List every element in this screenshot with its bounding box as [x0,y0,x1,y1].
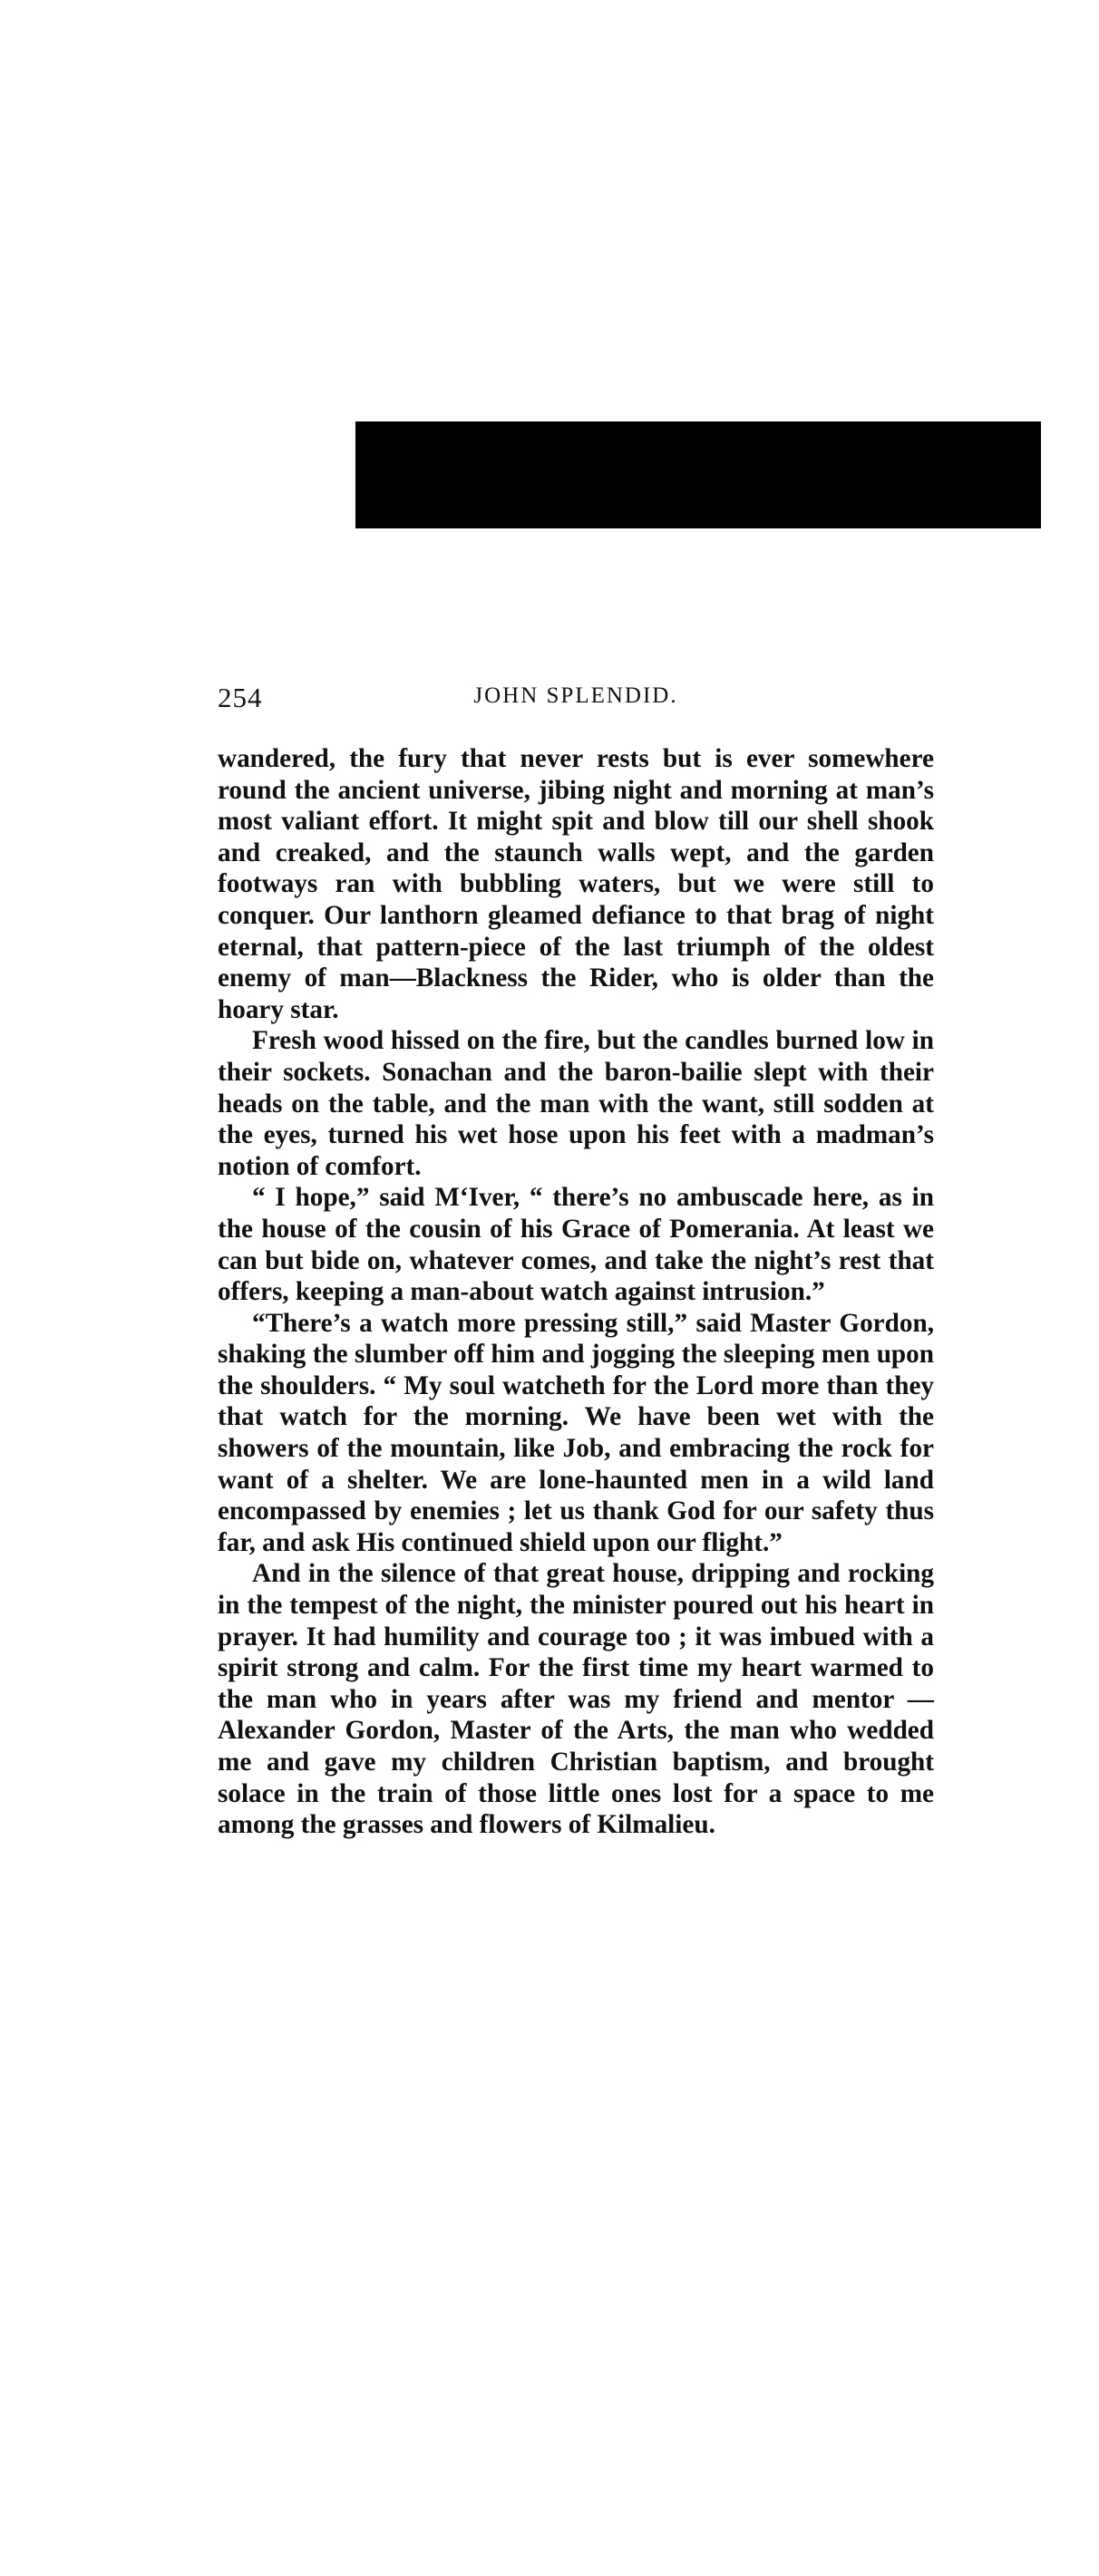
paragraph-1: wandered, the fury that never rests but is ever somewhere round the ancient universe, jibing night and morning at man’s most valiant effort. It might spit and blow till our shell shook and creaked, and the staunch walls wept, and the garden footways ran with bubbling waters, but we were still to conquer. Our lanthorn gleamed defiance to that brag of night eternal, that pattern-piece of the last triumph of the oldest enemy of man—Blackness the Rider, who is older than the hoary star. [218,744,934,1024]
paragraph-3: “ I hope,” said M‘Iver, “ there’s no ambuscade here, as in the house of the cousin of his Grace of Pomerania. At least we can but bide on, whatever comes, and take the night’s rest that offers, keeping a man-about watch against intrusion.” [218,1183,934,1307]
redaction-bar [355,421,1041,528]
page-number: 254 [218,682,263,713]
paragraph-2: Fresh wood hissed on the fire, but the candles burned low in their sockets. Sonachan and the baron-bailie slept with their heads on the table, and the man with the want, still sodden at the eyes, turned his wet hose upon his feet with a madman’s notion of comfort. [218,1026,934,1181]
paragraph-4: “There’s a watch more pressing still,” said Master Gordon, shaking the slumber off him and jogging the sleeping men upon the shoulders. “ My soul watcheth for the Lord more than they that watch for the morning. We have been wet with the showers of the mountain, like Job, and embracing the rock for want of a shelter. We are lone-haunted men in a wild land encompassed by enemies ; let us thank God for our safety thus far, and ask His continued shield upon our flight.” [218,1308,934,1557]
running-title: JOHN SPLENDID. [473,683,678,708]
body-text [218,743,934,1841]
running-head [218,682,934,718]
paragraph-5: And in the silence of that great house, dripping and rocking in the tempest of the night, the minister poured out his heart in prayer. It had humility and courage too ; it was imbued with a spirit strong and calm. For the first time my heart warmed to the man who in years after was my friend and mentor — Alexander Gordon, Master of the Arts, the man who wedded me and gave my children Christian baptism, and brought solace in the train of those little ones lost for a space to me among the grasses and flowers of Kilmalieu. [218,1559,934,1840]
